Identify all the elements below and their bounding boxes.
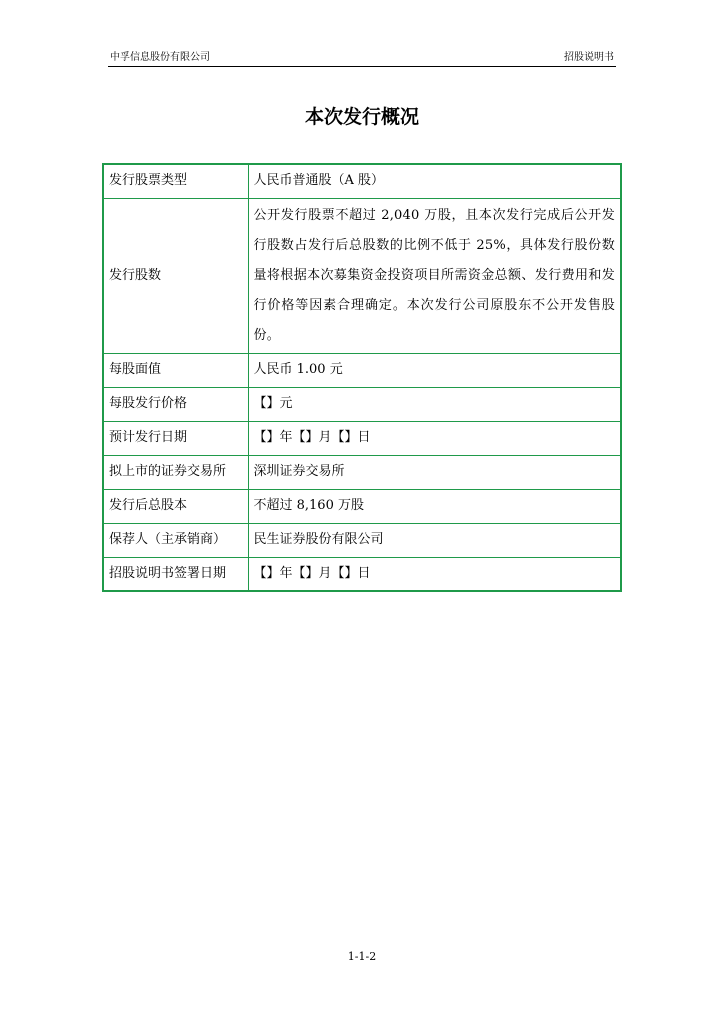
table-row	[103, 489, 621, 523]
row-value: 【】元	[248, 387, 621, 421]
row-label: 发行后总股本	[103, 489, 248, 523]
row-label: 发行股数	[103, 198, 248, 353]
table-row	[103, 421, 621, 455]
row-value: 公开发行股票不超过 2,040 万股，且本次发行完成后公开发行股数占发行后总股数的比例不低于 25%，具体发行股份数量将根据本次募集资金投资项目所需资金总额、发行费用和发行价格等因素合理确定。本次发行公司原股东不公开发售股份。	[248, 198, 621, 353]
offering-overview-table	[102, 163, 622, 592]
page-number: 1-1-2	[347, 950, 377, 963]
header-company-name: 中孚信息股份有限公司	[110, 52, 210, 63]
row-value: 人民币普通股（A 股）	[248, 164, 621, 198]
page-title: 本次发行概况	[304, 106, 419, 128]
table-row	[103, 387, 621, 421]
row-label: 发行股票类型	[103, 164, 248, 198]
row-value: 不超过 8,160 万股	[248, 489, 621, 523]
page-header	[108, 52, 616, 67]
row-value: 民生证券股份有限公司	[248, 523, 621, 557]
row-value: 深圳证券交易所	[248, 455, 621, 489]
row-label: 保荐人（主承销商）	[103, 523, 248, 557]
table-row	[103, 164, 621, 198]
row-label: 招股说明书签署日期	[103, 557, 248, 591]
row-label: 预计发行日期	[103, 421, 248, 455]
row-label: 每股面值	[103, 353, 248, 387]
row-value: 人民币 1.00 元	[248, 353, 621, 387]
header-document-type: 招股说明书	[564, 52, 614, 63]
row-label: 每股发行价格	[103, 387, 248, 421]
row-label: 拟上市的证券交易所	[103, 455, 248, 489]
table-row	[103, 557, 621, 591]
table-row	[103, 353, 621, 387]
table-row	[103, 523, 621, 557]
row-value: 【】年【】月【】日	[248, 421, 621, 455]
table-row	[103, 198, 621, 353]
table-row	[103, 455, 621, 489]
row-value: 【】年【】月【】日	[248, 557, 621, 591]
